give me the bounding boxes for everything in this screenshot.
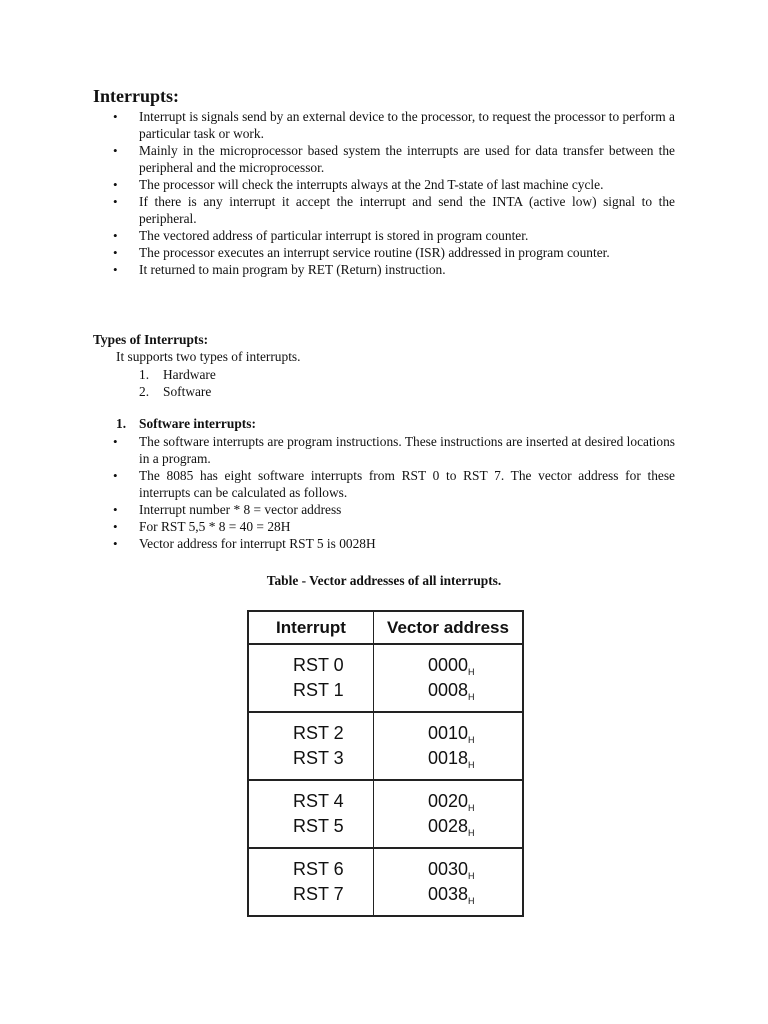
list-item: • Mainly in the microprocessor based system the interrupts are used for data transfer between the peripheral and the microprocessor. [93,142,675,176]
software-bullet-list [93,433,675,552]
hex-suffix: H [468,896,475,906]
list-item: • The processor will check the interrupts always at the 2nd T-state of last machine cycle. [93,176,675,193]
table-group [248,712,523,780]
table-row [248,780,523,848]
vector-address: $0030_H$ [428,859,475,881]
table-header-row [248,611,523,644]
list-item: • Vector address for interrupt RST 5 is 0028H [93,535,675,552]
vector-address: $0008_H$ [428,680,475,702]
interrupt-name: RST 3 [293,748,344,768]
hex-suffix: H [468,828,475,838]
vector-address: $0010_H$ [428,723,475,745]
list-item: • The 8085 has eight software interrupts from RST 0 to RST 7. The vector address for these interrupts can be calculated as follows. [93,467,675,501]
vector-address-table [247,610,524,917]
list-item: • For RST 5,5 * 8 = 40 = 28H [93,518,675,535]
types-heading: Types of Interrupts: [93,332,209,347]
section-title: Software interrupts: [139,416,256,431]
list-item [139,383,216,400]
list-item: • If there is any interrupt it accept the interrupt and send the INTA (active low) signal to the peripheral. [93,193,675,227]
hex-suffix: H [468,692,475,702]
interrupt-cell [248,712,374,780]
list-item: • The software interrupts are program instructions. These instructions are inserted at desired locations in a program. [93,433,675,467]
types-intro: It supports two types of interrupts. [116,349,301,364]
vector-address: $0000_H$ [428,655,475,677]
list-number: 2. [139,384,150,399]
interrupt-name: RST 4 [293,791,344,811]
interrupt-name: RST 1 [293,680,344,700]
list-item: • Interrupt number * 8 = vector address [93,501,675,518]
vector-address-cell [374,848,524,916]
hex-suffix: H [468,760,475,770]
hex-suffix: H [468,667,475,677]
table-caption: Table - Vector addresses of all interrupts. [266,573,502,588]
list-item: • It returned to main program by RET (Return) instruction. [93,261,675,278]
list-number: 1. [139,367,150,382]
table-row [248,644,523,712]
interrupt-cell [248,780,374,848]
vector-address-cell [374,780,524,848]
list-label: Software [163,384,212,399]
software-interrupts-heading [116,416,256,432]
interrupt-name: RST 7 [293,884,344,904]
hex-suffix: H [468,735,475,745]
vector-address-cell [374,644,524,712]
interrupt-cell [248,848,374,916]
interrupt-name: RST 5 [293,816,344,836]
list-label: Hardware [163,367,216,382]
types-numbered-list [139,366,216,400]
column-header-vector-address: Vector address [374,611,524,644]
interrupt-name: RST 6 [293,859,344,879]
table-group [248,780,523,848]
hex-suffix: H [468,803,475,813]
list-item: • Interrupt is signals send by an external device to the processor, to request the processor to perform a particular task or work. [93,108,675,142]
table-row [248,848,523,916]
section-number: 1. [116,416,127,431]
vector-address: $0018_H$ [428,748,475,770]
vector-address: $0020_H$ [428,791,475,813]
list-item [139,366,216,383]
interrupt-bullet-list [93,108,675,278]
vector-address: $0028_H$ [428,816,475,838]
table-group [248,644,523,712]
table-row [248,712,523,780]
column-header-interrupt: Interrupt [248,611,374,644]
table-group [248,848,523,916]
hex-suffix: H [468,871,475,881]
vector-address-cell [374,712,524,780]
page-title: Interrupts: [93,86,179,106]
interrupt-name: RST 0 [293,655,344,675]
interrupt-cell [248,644,374,712]
list-item: • The vectored address of particular interrupt is stored in program counter. [93,227,675,244]
list-item: • The processor executes an interrupt service routine (ISR) addressed in program counter. [93,244,675,261]
interrupt-name: RST 2 [293,723,344,743]
vector-address: $0038_H$ [428,884,475,906]
